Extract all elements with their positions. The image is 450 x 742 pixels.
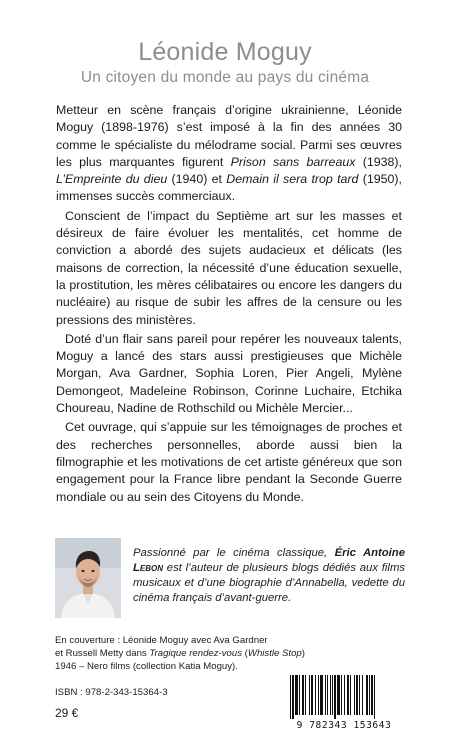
paragraph-1	[56, 102, 402, 206]
bio-lead: Passionné par le cinéma classique,	[133, 547, 335, 559]
film-title: L’Empreinte du dieu	[56, 172, 168, 187]
barcode-bar	[290, 675, 291, 719]
author-first-name: Éric Antoine	[334, 547, 405, 559]
barcode-bar	[341, 675, 342, 715]
barcode-bar	[374, 675, 375, 719]
credit-film-title: Tragique rendez-vous	[149, 648, 243, 660]
barcode-bar	[302, 675, 304, 715]
barcode-bar	[366, 675, 368, 715]
isbn: ISBN : 978-2-343-15364-3	[55, 687, 168, 698]
paragraph-4: Cet ouvrage, qui s’appuie sur les témoignages de proches et des recherches personnelles, aborde aussi bien la filmographie et les motivations de cet artiste généreux que son engagement pour la France libre pendant la Seconde Guerre mondiale ou au sein des Citoyens du Monde.	[56, 420, 402, 504]
credit-paren-open: (	[242, 648, 248, 660]
barcode-bar	[354, 675, 355, 715]
barcode-icon	[282, 673, 406, 719]
barcode-bar	[344, 675, 345, 715]
barcode-bar	[347, 675, 349, 715]
p1-text-d: (1950), immenses succès commerciaux.	[56, 172, 403, 204]
barcode-bar	[318, 675, 319, 715]
barcode-bar	[295, 675, 298, 715]
bio-rest: est l’auteur de plusieurs blogs dédiés aux films musicaux et d’une biographie d’Annabella, vedette du cinéma français d’avant-guerre.	[133, 562, 405, 605]
barcode-bar	[337, 675, 340, 715]
barcode-bar	[369, 675, 370, 715]
cover-credit	[55, 634, 315, 674]
author-bio	[133, 546, 405, 606]
barcode-bar	[350, 675, 351, 715]
back-cover-text	[56, 102, 402, 506]
barcode-bar	[330, 675, 331, 715]
credit-text: et Russell Metty dans	[55, 648, 150, 660]
p1-text-a: Metteur en scène français d’origine ukrainienne, Léonide Moguy (1898-1976) s’est imposé à la fin des années 30 comme le spécialiste du mélodrame social. Parmi ses œuvres les plus marquantes figurent	[56, 103, 402, 169]
credit-line-2	[55, 647, 315, 660]
barcode-bar	[309, 675, 310, 715]
author-photo	[55, 538, 121, 618]
barcode-bar	[315, 675, 316, 715]
barcode-bar	[299, 675, 300, 715]
barcode-bar	[362, 675, 363, 715]
barcode-bar	[334, 675, 336, 719]
film-title: Demain il sera trop tard	[226, 172, 359, 187]
barcode-bar	[305, 675, 306, 715]
credit-original-title: Whistle Stop	[247, 648, 302, 660]
p1-text-b: (1938),	[355, 154, 402, 169]
subtitle: Un citoyen du monde au pays du cinéma	[80, 69, 370, 86]
barcode-bar	[359, 675, 360, 715]
film-title: Prison sans barreaux	[230, 154, 356, 169]
barcode-bar	[320, 675, 323, 715]
p1-text-c: (1940) et	[167, 172, 227, 187]
barcode-bar	[371, 675, 373, 715]
author-portrait-image	[55, 538, 121, 618]
barcode-digits: 9 782343 153643	[296, 720, 392, 731]
barcode-bar	[327, 675, 328, 715]
price: 29 €	[55, 706, 79, 720]
credit-line-3: 1946 – Nero films (collection Katia Moguy).	[55, 661, 238, 673]
barcode-bar	[325, 675, 326, 715]
barcode-bar	[332, 675, 333, 715]
barcode-bar	[356, 675, 358, 715]
barcode-bar	[292, 675, 294, 719]
title: Léonide Moguy	[138, 38, 312, 66]
barcode-bar	[311, 675, 313, 715]
credit-line-1: En couverture : Léonide Moguy avec Ava Gardner	[55, 635, 268, 646]
author-last-name: Lebon	[133, 562, 164, 575]
credit-paren-close: )	[301, 648, 305, 660]
paragraph-2: Conscient de l’impact du Septième art sur les masses et désireux de faire évoluer les mentalités, cet homme de conviction a abordé des sujets audacieux et délicats (les maisons de correction, la nécessité d’une éducation sexuelle, la prostitution, les mères célibataires ou encore les dangers du nucléaire) au risque de subir les affres de la censure ou les pressions des ministères.	[56, 208, 402, 327]
paragraph-3: Doté d’un flair sans pareil pour repérer les nouveaux talents, Moguy a lancé des stars aussi prestigieuses que Michèle Morgan, Ava Gardner, Sophia Loren, Pier Angeli, Mylène Demongeot, Madeleine Robinson, Corinne Luchaire, Etchika Choureau, Nadine de Rothschild ou Michèle Mercier...	[56, 331, 402, 416]
